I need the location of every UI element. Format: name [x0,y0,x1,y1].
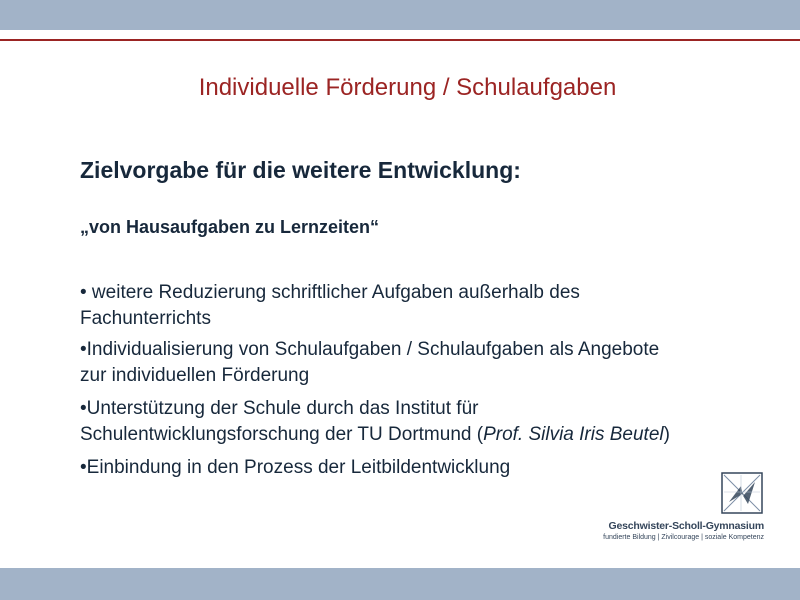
top-band [0,0,800,30]
school-logo-icon [721,472,763,514]
bullet-item [80,396,690,448]
bullet-text: •Unterstützung der Schule durch das Institut für Schulentwicklungsforschung der TU Dortmund ( [80,398,484,445]
bullet-item: •Einbindung in den Prozess der Leitbildentwicklung [80,457,511,478]
bullet-italic-name: Prof. Silvia Iris Beutel [483,424,664,445]
bullet-item: • weitere Reduzierung schriftlicher Aufgaben außerhalb des Fachunterrichts [80,282,580,329]
section-heading: Zielvorgabe für die weitere Entwicklung: [80,157,521,183]
bullet-item: •Individualisierung von Schulaufgaben / Schulaufgaben als Angebote zur individuellen Förderung [80,339,660,386]
bullet-list [80,280,690,488]
bottom-band [0,568,800,600]
bullet-text: ) [663,424,670,445]
section-subheading: „von Hausaufgaben zu Lernzeiten“ [80,217,380,237]
school-name: Geschwister-Scholl-Gymnasium [608,520,764,532]
school-logo [594,472,769,544]
slide-title: Individuelle Förderung / Schulaufgaben [198,74,617,101]
top-divider [0,39,800,41]
school-tagline: fundierte Bildung | Zivilcourage | soziale Kompetenz [603,534,764,541]
